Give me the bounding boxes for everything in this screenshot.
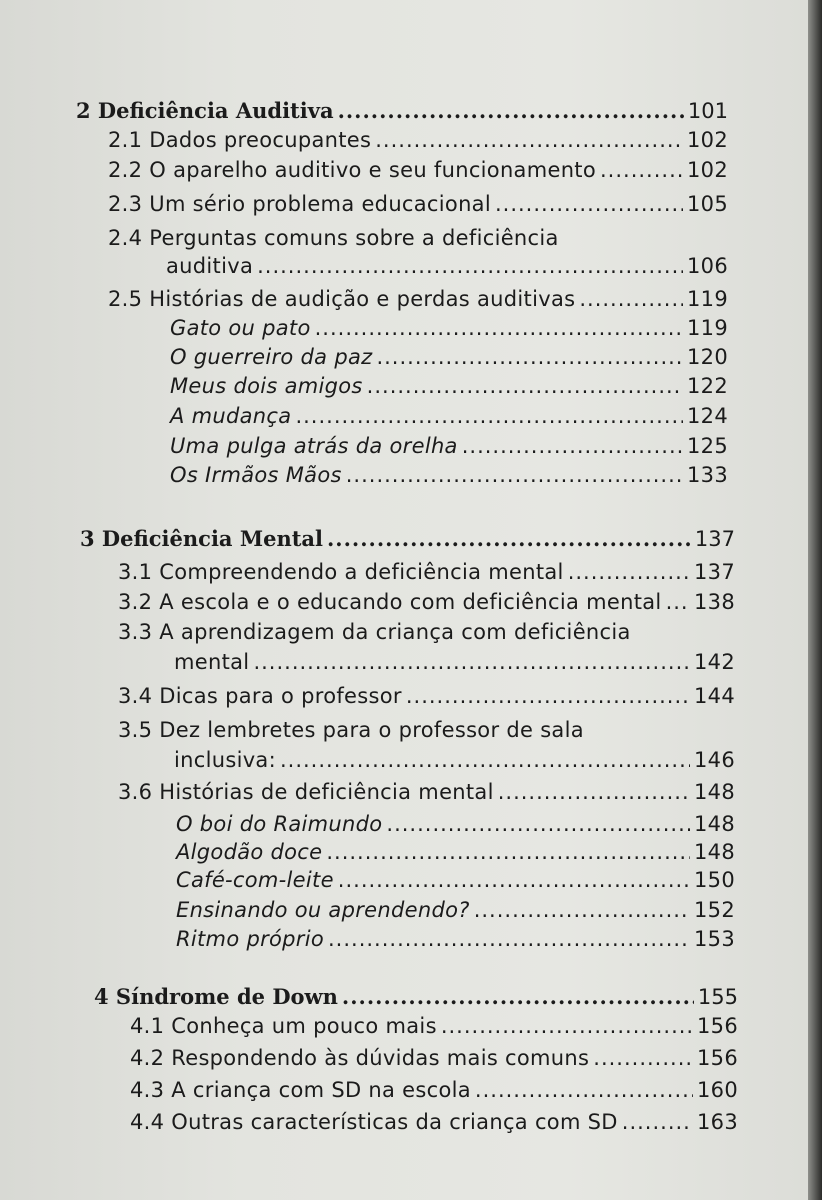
leader-dots: [327, 526, 691, 551]
toc-entry-title: O boi do Raimundo: [176, 812, 383, 836]
leader-dots: [386, 812, 690, 836]
leader-dots: [579, 287, 683, 311]
toc-entry-title: 2.3 Um sério problema educacional: [108, 192, 491, 216]
toc-entry-title: 3.1 Compreendendo a deficiência mental: [118, 560, 564, 584]
toc-entry-page: 122: [687, 374, 728, 398]
toc-entry-page: 102: [687, 158, 728, 182]
leader-dots: [475, 1078, 693, 1102]
toc-entry-title: 2.2 O aparelho auditivo e seu funcionamento: [108, 158, 596, 182]
toc-section-3-6: [118, 780, 735, 804]
toc-entry-page: 119: [687, 287, 728, 311]
toc-entry-page: 137: [694, 527, 735, 551]
toc-entry-page: 148: [694, 812, 735, 836]
toc-entry-title: 4.2 Respondendo às dúvidas mais comuns: [130, 1046, 590, 1070]
toc-entry-page: 148: [694, 780, 735, 804]
toc-story-2-5: [170, 434, 728, 458]
toc-section-2-1: [108, 128, 728, 152]
leader-dots: [406, 684, 690, 708]
toc-section-4-2: [130, 1046, 738, 1070]
toc-entry-page: 133: [687, 463, 728, 487]
toc-entry-title: O guerreiro da paz: [170, 345, 373, 369]
toc-entry-title: 3 Deficiência Mental: [80, 526, 323, 551]
toc-entry-page: 124: [687, 404, 728, 428]
toc-entry-page: 125: [687, 434, 728, 458]
toc-entry-page: 146: [694, 748, 735, 772]
toc-story-3-2: [176, 840, 735, 864]
leader-dots: [568, 560, 690, 584]
toc-entry-page: 163: [697, 1110, 738, 1134]
toc-entry-title: Ensinando ou aprendendo?: [176, 898, 470, 922]
toc-entry-title: 2.5 Histórias de audição e perdas auditivas: [108, 287, 576, 311]
leader-dots: [441, 1014, 693, 1038]
toc-entry-page: 138: [694, 590, 735, 614]
toc-entry-page: 152: [694, 898, 735, 922]
leader-dots: [666, 590, 690, 614]
toc-story-2-4: [170, 404, 728, 428]
toc-story-2-3: [170, 374, 728, 398]
toc-entry-page: 153: [694, 927, 735, 951]
toc-section-2-2: [108, 158, 728, 182]
toc-section-3-5-line1: 3.5 Dez lembretes para o professor de sala: [118, 718, 584, 742]
leader-dots: [338, 868, 690, 892]
toc-story-3-5: [176, 927, 735, 951]
leader-dots: [495, 192, 683, 216]
leader-dots: [257, 254, 683, 278]
toc-entry-title: 4.3 A criança com SD na escola: [130, 1078, 471, 1102]
toc-section-2-4: [166, 254, 728, 278]
leader-dots: [498, 780, 690, 804]
leader-dots: [338, 98, 684, 123]
toc-entry-title: 4.1 Conheça um pouco mais: [130, 1014, 437, 1038]
leader-dots: [346, 463, 683, 487]
toc-section-4-4: [130, 1110, 738, 1134]
toc-entry-title: Ritmo próprio: [176, 927, 324, 951]
leader-dots: [295, 404, 683, 428]
leader-dots: [367, 374, 683, 398]
toc-entry-title: Café-com-leite: [176, 868, 334, 892]
toc-section-2-5: [108, 287, 728, 311]
toc-entry-page: 156: [697, 1014, 738, 1038]
toc-entry-page: 102: [687, 128, 728, 152]
toc-entry-title-cont: mental: [174, 650, 250, 674]
toc-section-3-3-line1: 3.3 A aprendizagem da criança com deficiência: [118, 620, 631, 644]
toc-entry-title: 2.1 Dados preocupantes: [108, 128, 372, 152]
toc-story-2-2: [170, 345, 728, 369]
leader-dots: [328, 927, 690, 951]
toc-entry-page: 160: [697, 1078, 738, 1102]
toc-entry-page: 119: [687, 316, 728, 340]
page-edge-shadow: [808, 0, 822, 1200]
toc-entry-title: Uma pulga atrás da orelha: [170, 434, 458, 458]
toc-entry-page: 101: [687, 99, 728, 123]
leader-dots: [376, 345, 683, 369]
leader-dots: [622, 1110, 693, 1134]
toc-section-3-2: [118, 590, 735, 614]
leader-dots: [375, 128, 683, 152]
toc-entry-page: 144: [694, 684, 735, 708]
toc-entry-title: Os Irmãos Mãos: [170, 463, 342, 487]
toc-story-2-6: [170, 463, 728, 487]
toc-entry-page: 148: [694, 840, 735, 864]
toc-entry-title-cont: inclusiva:: [174, 748, 276, 772]
leader-dots: [342, 984, 694, 1009]
toc-section-4-3: [130, 1078, 738, 1102]
toc-section-3-4: [118, 684, 735, 708]
toc-story-2-1: [170, 316, 728, 340]
toc-entry-page: 156: [697, 1046, 738, 1070]
toc-entry-page: 155: [697, 985, 738, 1009]
toc-entry-page: 142: [694, 650, 735, 674]
toc-entry-title: Algodão doce: [176, 840, 323, 864]
toc-entry-title: Meus dois amigos: [170, 374, 363, 398]
leader-dots: [253, 650, 690, 674]
toc-story-3-3: [176, 868, 735, 892]
toc-section-4-1: [130, 1014, 738, 1038]
toc-section-2-3: [108, 192, 728, 216]
toc-entry-title-cont: auditiva: [166, 254, 254, 278]
toc-story-3-4: [176, 898, 735, 922]
toc-entry-page: 105: [687, 192, 728, 216]
leader-dots: [326, 840, 690, 864]
leader-dots: [600, 158, 683, 182]
toc-entry-title: 3.6 Histórias de deficiência mental: [118, 780, 494, 804]
leader-dots: [462, 434, 683, 458]
toc-chapter-4: [94, 984, 738, 1009]
toc-entry-title: 3.2 A escola e o educando com deficiência mental: [118, 590, 662, 614]
toc-story-3-1: [176, 812, 735, 836]
toc-entry-title: 4 Síndrome de Down: [94, 984, 338, 1009]
leader-dots: [474, 898, 690, 922]
toc-section-3-1: [118, 560, 735, 584]
toc-entry-title: A mudança: [170, 404, 292, 428]
toc-entry-page: 150: [694, 868, 735, 892]
toc-section-3-5: [174, 748, 735, 772]
toc-entry-page: 120: [687, 345, 728, 369]
toc-section-3-3: [174, 650, 735, 674]
toc-section-2-4-line1: 2.4 Perguntas comuns sobre a deficiência: [108, 226, 559, 250]
toc-entry-title: 4.4 Outras características da criança com SD: [130, 1110, 618, 1134]
leader-dots: [280, 748, 690, 772]
leader-dots: [593, 1046, 693, 1070]
toc-entry-title: 2 Deficiência Auditiva: [76, 98, 334, 123]
toc-entry-title: Gato ou pato: [170, 316, 311, 340]
toc-entry-page: 137: [694, 560, 735, 584]
toc-chapter-3: [80, 526, 735, 551]
leader-dots: [315, 316, 683, 340]
toc-chapter-2: [76, 98, 728, 123]
toc-entry-page: 106: [687, 254, 728, 278]
toc-entry-title: 3.4 Dicas para o professor: [118, 684, 402, 708]
